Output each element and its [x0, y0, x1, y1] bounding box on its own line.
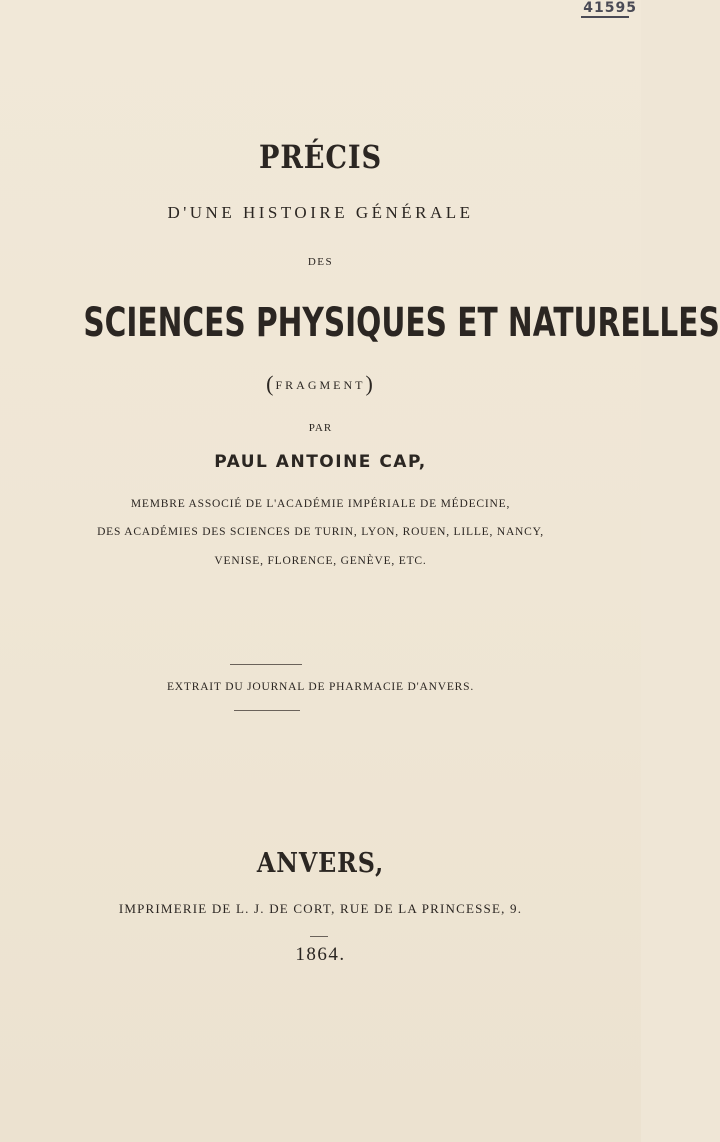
author-par: PAR — [308, 422, 333, 434]
library-stamp: 41595 — [583, 0, 637, 16]
title-fragment — [0, 371, 641, 397]
imprint-year: 1864. — [295, 944, 346, 965]
author-credentials-2: DES ACADÉMIES DES SCIENCES DE TURIN, LYON, ROUEN, LILLE, NANCY, — [97, 526, 544, 538]
fragment-open-paren: ( — [266, 371, 276, 396]
stamp-underline — [581, 16, 629, 18]
title-histoire: D'UNE HISTOIRE GÉNÉRALE — [167, 203, 474, 222]
title-precis: PRÉCIS — [259, 138, 382, 176]
fragment-close-paren: ) — [365, 371, 375, 396]
divider-bottom — [234, 710, 300, 711]
title-des: DES — [307, 256, 334, 268]
imprint-printer: IMPRIMERIE DE L. J. DE CORT, RUE DE LA PRINCESSE, 9. — [118, 901, 523, 916]
imprint-dash — [310, 936, 328, 937]
fragment-label: FRAGMENT — [275, 378, 366, 392]
extrait-note: EXTRAIT DU JOURNAL DE PHARMACIE D'ANVERS. — [166, 681, 475, 693]
author-credentials-3: VENISE, FLORENCE, GENÈVE, ETC. — [214, 555, 427, 567]
divider-top — [230, 664, 302, 665]
imprint-city: ANVERS, — [256, 848, 385, 879]
author-name: PAUL ANTOINE CAP, — [214, 452, 427, 472]
title-sciences: SCIENCES PHYSIQUES ET NATURELLES — [83, 300, 720, 346]
author-credentials-1: MEMBRE ASSOCIÉ DE L'ACADÉMIE IMPÉRIALE DE MÉDECINE, — [130, 498, 511, 510]
